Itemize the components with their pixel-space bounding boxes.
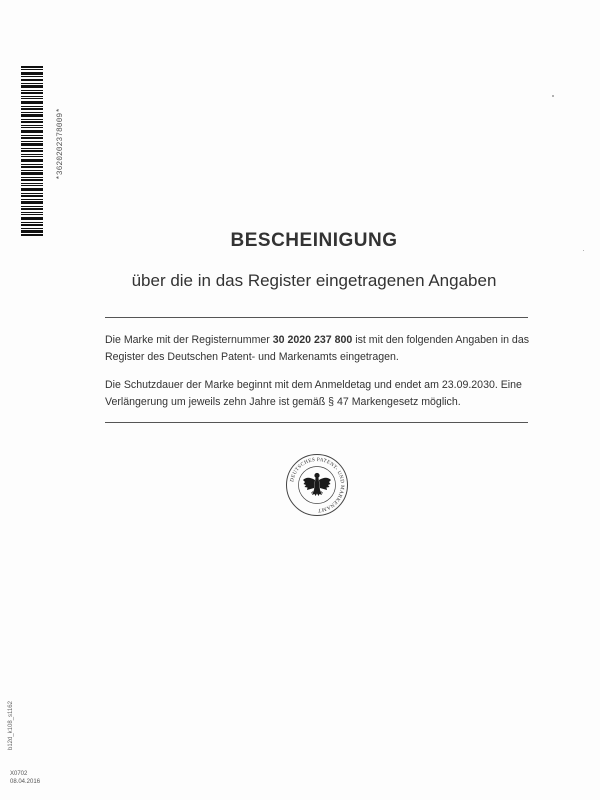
form-number: X0702 (10, 771, 28, 777)
document-title: BESCHEINIGUNG (230, 230, 398, 251)
divider-bottom (105, 422, 528, 423)
federal-eagle-seal-icon (285, 453, 349, 517)
form-code: b12d_k108_s1162 (8, 701, 14, 750)
scan-speck (552, 95, 554, 97)
barcode (21, 66, 43, 236)
protection-term-paragraph: Die Schutzdauer der Marke beginnt mit dem Anmeldetag und endet am 23.09.2030. Eine Verlängerung um jeweils zehn Jahre ist gemäß § 47 Markengesetz möglich. (105, 379, 522, 408)
scan-speck (583, 250, 584, 251)
document-subtitle: über die in das Register eingetragenen Angaben (131, 271, 497, 290)
registration-text-before: Die Marke mit der Registernummer (105, 334, 273, 346)
registration-text-after: ist mit den folgenden Angaben in das Register des Deutschen Patent- und Markenamts eingetragen. (105, 334, 530, 363)
registration-number: 30 2020 237 800 (272, 334, 353, 346)
registration-paragraph (105, 332, 535, 366)
divider-top (105, 317, 528, 318)
form-date: 08.04.2016 (10, 779, 41, 785)
seal-text: DEUTSCHES PATENT- UND MARKENAMT (289, 456, 346, 514)
barcode-number: *3620202378009* (56, 107, 65, 180)
